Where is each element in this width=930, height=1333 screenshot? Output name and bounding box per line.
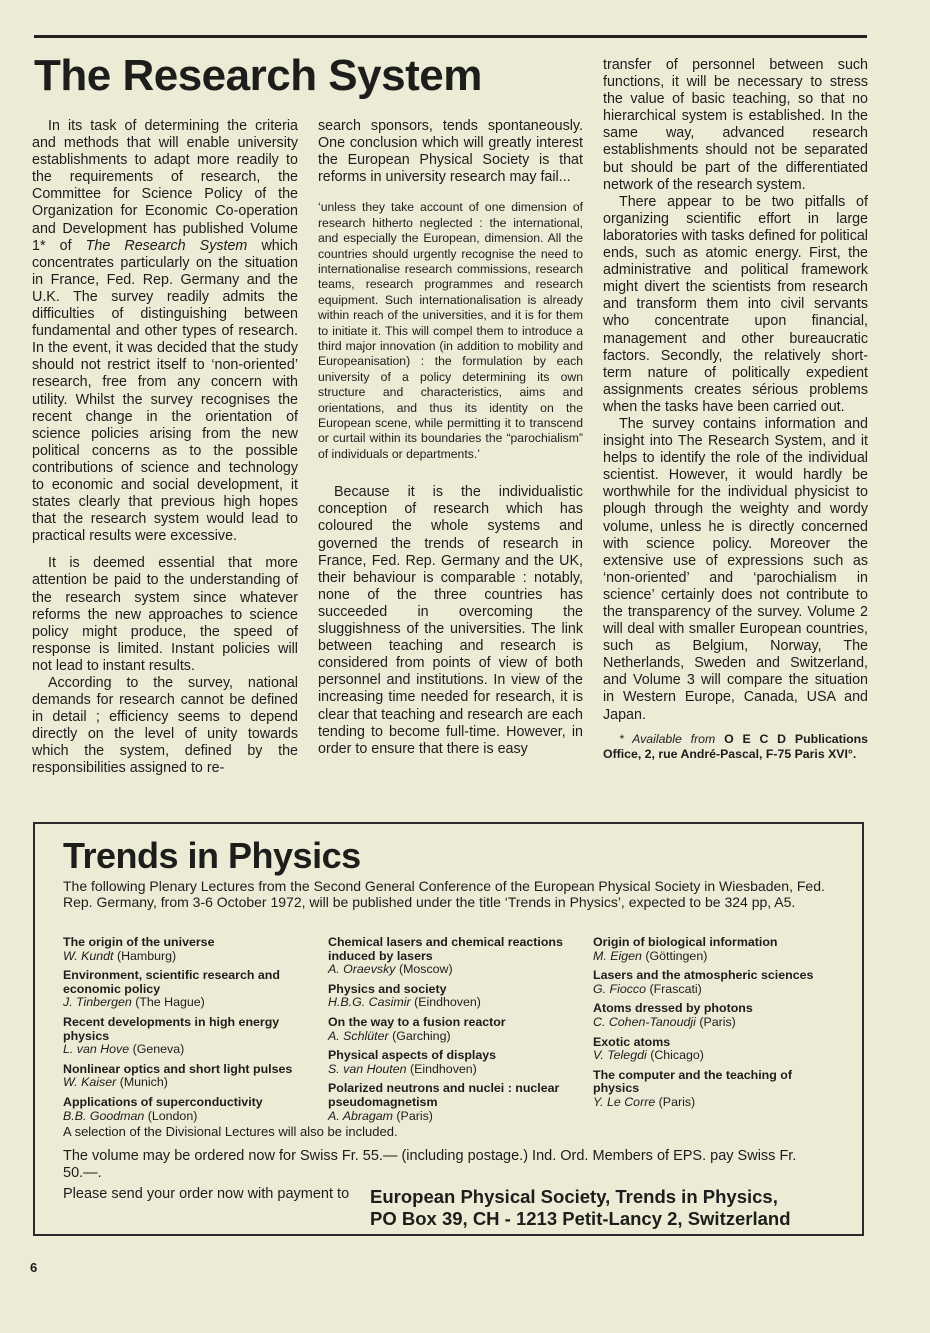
lecture-column-1 — [63, 936, 293, 1129]
article-title: The Research System — [34, 51, 482, 100]
paragraph: transfer of personnel between such functions, it will be necessary to stress the value of basic teaching, so that no hierarchical system is established. In the same way, advanced research establishments should not be separated but should be part of the differentiated network of the research system. — [603, 57, 868, 193]
block-quote: ‘unless they take account of one dimension of research hitherto neglected : the international, and especially the European, dimension. All the countries should urgently recognise the need to internationalise research commissions, research teams, research programmes and research equipment. Such internationalisation is already within reach of the universities, and it is for them to initiate it. This will compel them to introduce a third major innovation (in addition to mobility and Europeanisation) : the formulation by each university of a policy determining its own structure and characteristics, aims and orientations, and thus its identity on the European scene, while permitting it to transcend or curtail within its boundaries the “parochialism” of individuals or departments.’ — [318, 200, 583, 461]
lecture-column-3 — [593, 936, 833, 1116]
paragraph: There appear to be two pitfalls of organizing scientific effort in large laboratories with tasks defined for political ends, such as atomic energy. First, the administrative and political framework might divert the scientists from research and transform them into civil servants who concentrate upon financial, management and other bureaucratic factors. Secondly, the relatively short-term nature of politically expedient assignments creates sérious problems when the tasks have been carried out. — [603, 193, 868, 415]
lecture-item: Environment, scientific research and economic policy J. Tinbergen (The Hague) — [63, 968, 280, 1010]
selection-note: A selection of the Divisional Lectures will also be included. — [63, 1124, 398, 1139]
lecture-item: Polarized neutrons and nuclei : nuclear pseudomagnetism A. Abragam (Paris) — [328, 1081, 560, 1123]
paragraph: search sponsors, tends spontaneously. One conclusion which will greatly interest the European Physical Society is that reforms in university research may fail... — [318, 118, 583, 186]
paragraph: In its task of determining the criteria and methods that will enable university establishments to adapt more readily to the requirements of research, the Committee for Science Policy of the Organization for Economic Co-operation and Development has published Volume 1* of The Research System which concentrates particularly on the situation in France, Fed. Rep. Germany and the U.K. The survey readily admits the difficulties of distinguishing between fundamental and other types of research. In the event, it was decided that the study should not restrict itself to ‘non-oriented’ research, free from any concern with utility. Whilst the survey recognises the recent change in the orientation of science policies arising from the new political concerns as to the possible contributions of science and technology to economic and social development, it states clearly that previous high hopes that the research system would lead to practical results were excessive. — [32, 118, 298, 545]
box-title: Trends in Physics — [63, 835, 361, 876]
lecture-item: Nonlinear optics and short light pulses W. Kaiser (Munich) — [63, 1061, 293, 1090]
footnote: * Available from O E C D Publications Office, 2, rue André-Pascal, F-75 Paris XVI°. — [603, 731, 869, 761]
lecture-item: On the way to a fusion reactor A. Schlüter (Garching) — [328, 1014, 506, 1043]
lecture-item: Applications of superconductivity B.B. Goodman (London) — [63, 1094, 263, 1123]
lecture-item: Exotic atoms V. Telegdi (Chicago) — [593, 1034, 704, 1063]
lecture-item: Origin of biological information M. Eigen (Göttingen) — [593, 935, 778, 963]
paragraph: According to the survey, national demands for research cannot be defined in detail ; efficiency seems to depend directly on the level of unity towards which the system, defined by the responsibilities assigned to re- — [32, 675, 298, 777]
paragraph: Because it is the individualistic conception of research which has coloured the whole systems and governed the trends of research in France, Fed. Rep. Germany and the UK, their behaviour is comparable : notably, none of the three countries has succeeded in overcoming the sluggishness of the universities. The link between teaching and research is considered from points of view of both personnel and institutions. In view of the increasing time needed for research, it is clear that teaching and research are each tending to become full-time. However, in order to ensure that there is easy — [318, 484, 583, 757]
top-rule — [34, 35, 867, 38]
box-intro: The following Plenary Lectures from the Second General Conference of the European Physical Society in Wiesbaden, Fed. Rep. Germany, from 3-6 October 1972, will be published under the title ‘Trends in Physics’, expected to be 324 pp, A5. — [63, 878, 825, 910]
lecture-item: Chemical lasers and chemical reactions induced by lasers A. Oraevsky (Moscow) — [328, 935, 563, 977]
paragraph: It is deemed essential that more attention be paid to the understanding of the research system since whatever reforms the new approaches to science policy might produce, the speed of response is limited. Instant policies will not lead to instant results. — [32, 555, 298, 674]
order-address: European Physical Society, Trends in Physics, PO Box 39, CH - 1213 Petit-Lancy 2, Switzerland — [370, 1186, 791, 1229]
lecture-item: The origin of the universe W. Kundt (Hamburg) — [63, 935, 215, 963]
send-order — [63, 1186, 853, 1229]
lecture-item: Physics and society H.B.G. Casimir (Eindhoven) — [328, 981, 481, 1010]
article-column-3 — [603, 57, 868, 762]
lecture-item: Lasers and the atmospheric sciences G. Fiocco (Frascati) — [593, 968, 814, 996]
paragraph: The survey contains information and insight into The Research System, and it helps to identify the role of the individual scientist. However, it would hardly be worthwhile for the individual physicist to plough through the weighty and wordy volume, unless he is directly concerned with science policy. Moreover the extensive use of expressions such as ‘non-oriented’ and ‘parochialism in science’ certainly does not contribute to the transparency of the survey. Volume 2 will deal with smaller European countries, such as Belgium, Norway, The Netherlands, Sweden and Switzerland, and Volume 3 will compare the situation in Western Europe, Canada, USA and Japan. — [603, 415, 868, 723]
trends-in-physics-box — [33, 822, 864, 1236]
article-column-2 — [318, 118, 583, 758]
lecture-column-2 — [328, 936, 573, 1129]
page-number: 6 — [30, 1260, 38, 1275]
lecture-item: Recent developments in high energy physics L. van Hove (Geneva) — [63, 1014, 280, 1057]
lecture-item: The computer and the teaching of physics Y. Le Corre (Paris) — [593, 1067, 792, 1109]
lecture-item: Atoms dressed by photons C. Cohen-Tanoudji (Paris) — [593, 1001, 753, 1029]
send-lead: Please send your order now with payment to — [63, 1186, 350, 1202]
order-info: The volume may be ordered now for Swiss Fr. 55.— (including postage.) Ind. Ord. Members of EPS. pay Swiss Fr. 50.—. — [63, 1148, 797, 1181]
article-column-1 — [32, 118, 298, 778]
lecture-item: Physical aspects of displays S. van Houten (Eindhoven) — [328, 1048, 497, 1076]
book-title: The Research System — [85, 237, 248, 254]
